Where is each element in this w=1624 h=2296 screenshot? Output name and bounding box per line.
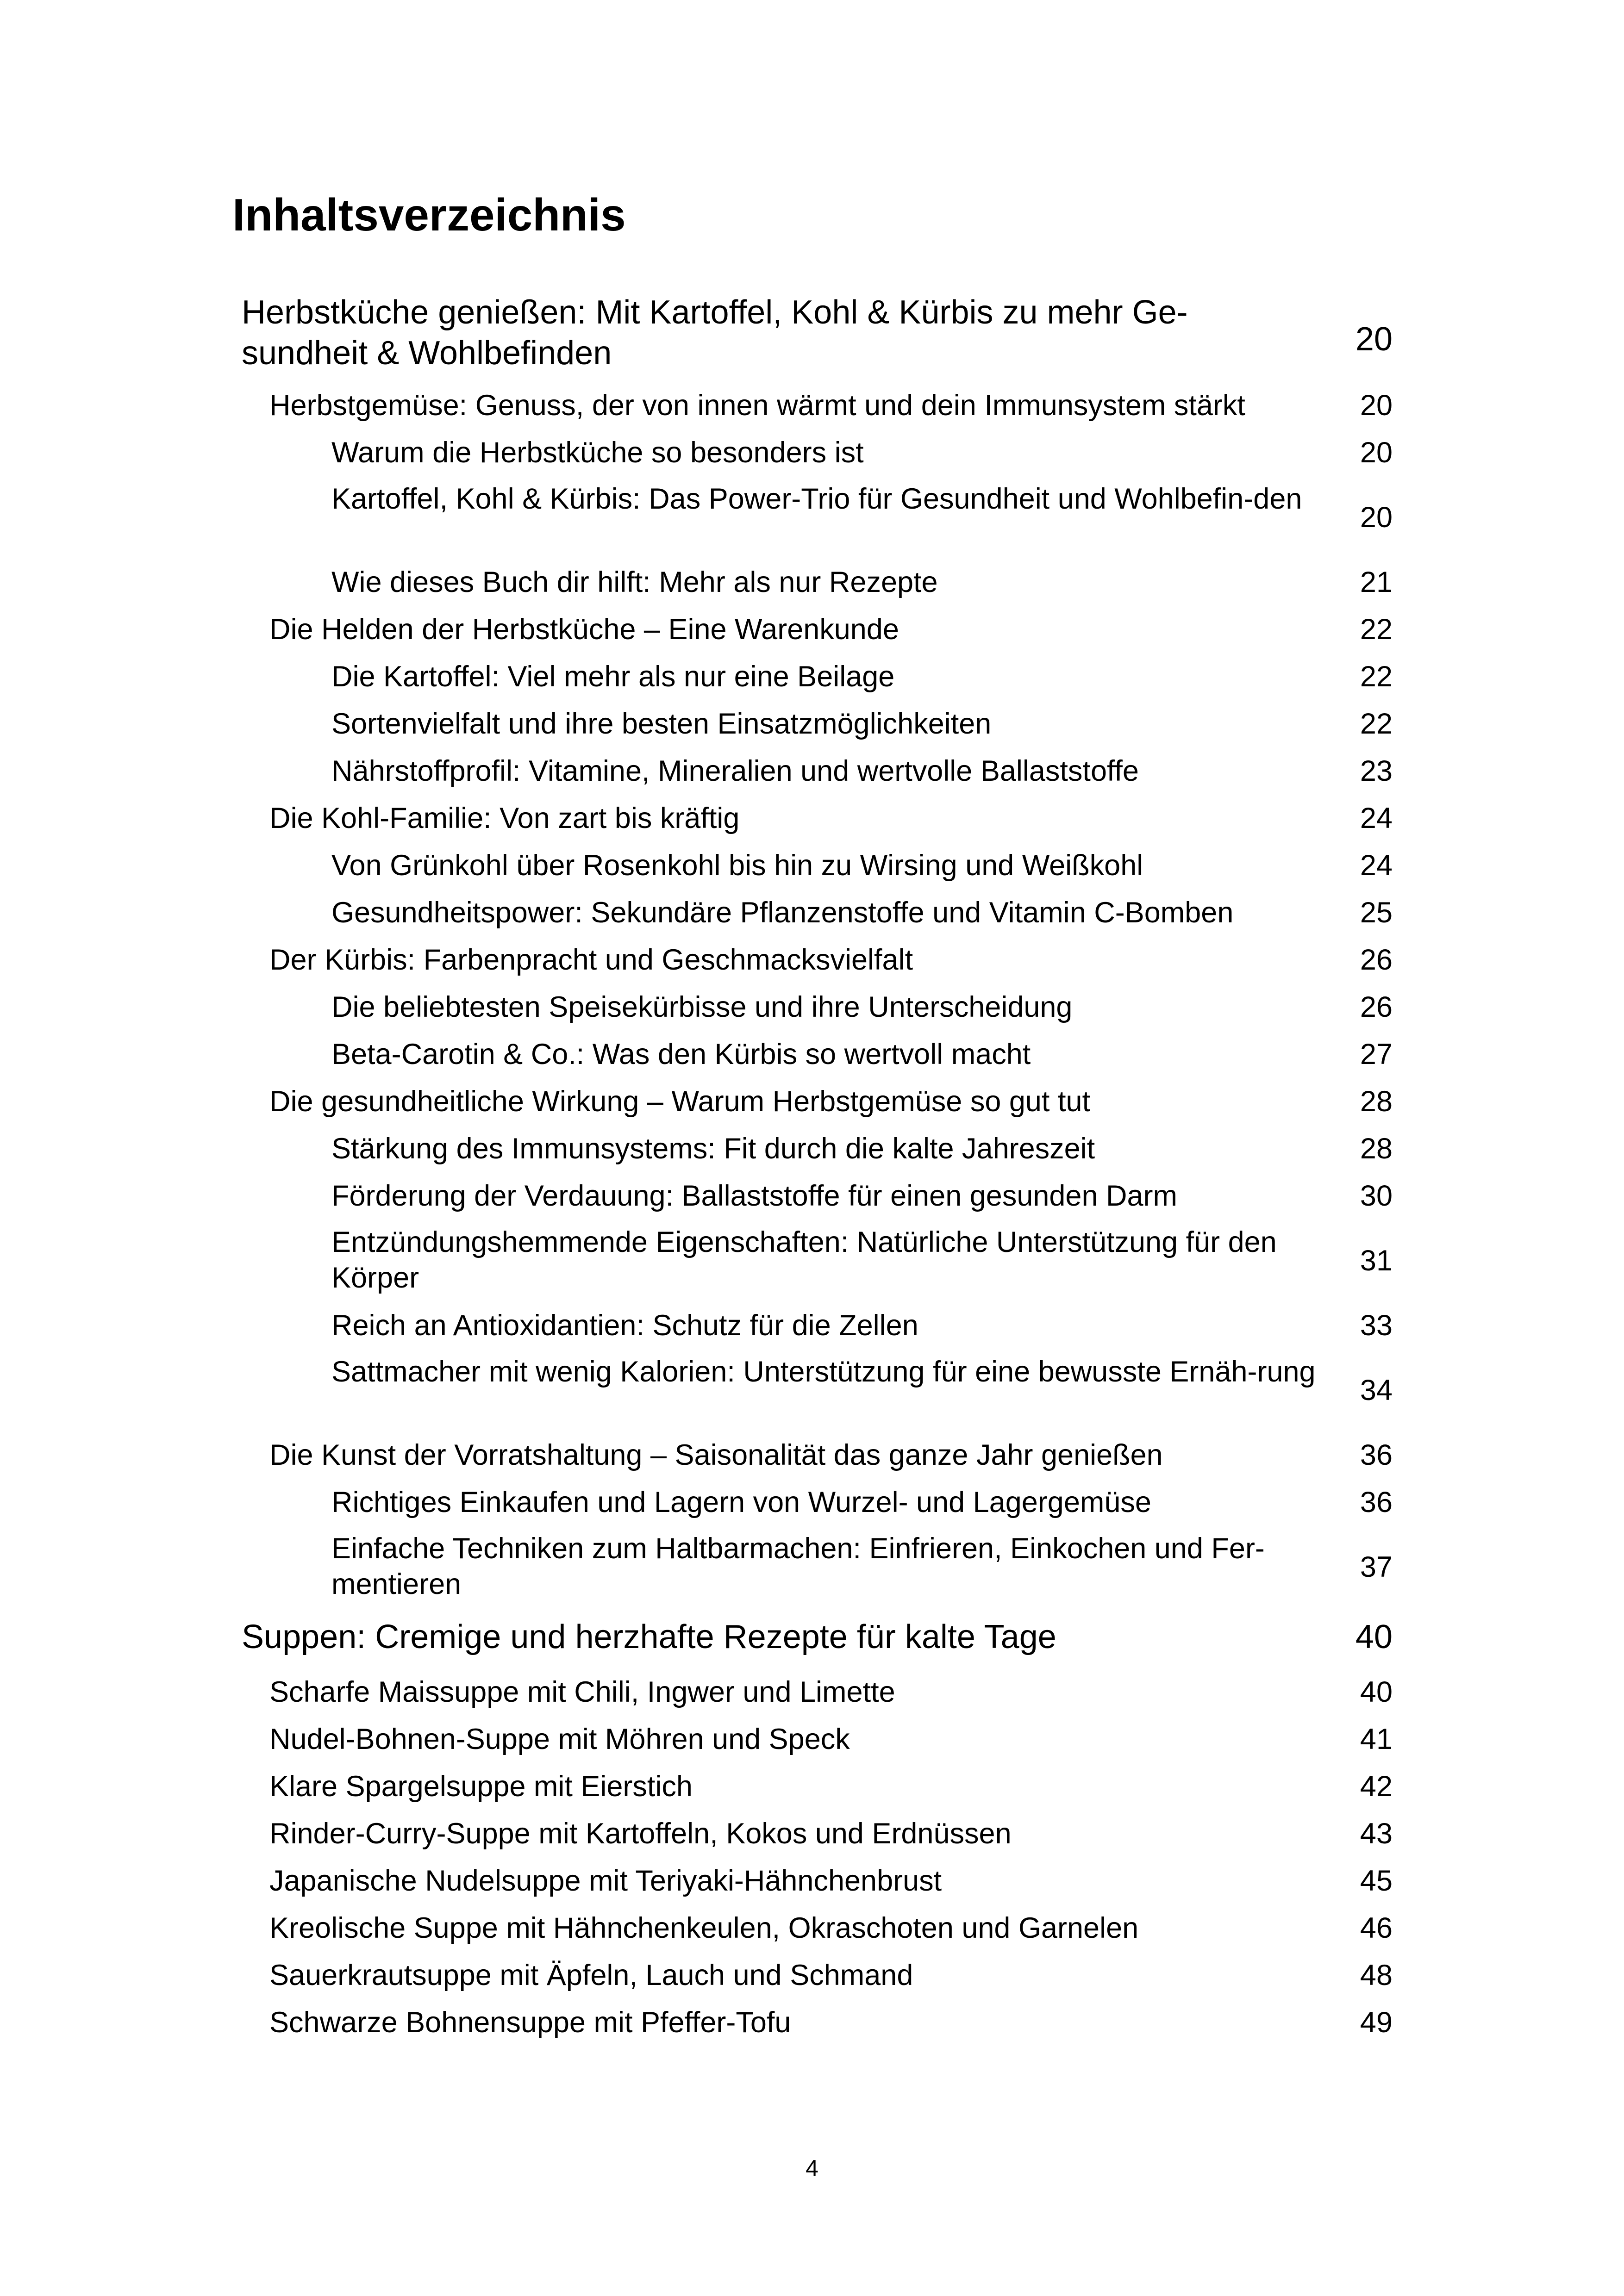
toc-entry-page-number: 26 bbox=[1360, 944, 1393, 976]
toc-entry-title: Einfache Techniken zum Haltbarmachen: Einfrieren, Einkochen und Fer-mentieren bbox=[331, 1532, 1265, 1600]
toc-entry-title: Gesundheitspower: Sekundäre Pflanzenstoffe und Vitamin C-Bomben bbox=[331, 896, 1234, 929]
toc-entry-title: Die Kohl-Familie: Von zart bis kräftig bbox=[269, 802, 740, 834]
toc-entry-page-number: 36 bbox=[1360, 1439, 1393, 1471]
toc-entry-title: Sortenvielfalt und ihre besten Einsatzmöglichkeiten bbox=[331, 708, 992, 740]
toc-entry-page-number: 48 bbox=[1360, 1959, 1393, 1991]
toc-entry-title: Kreolische Suppe mit Hähnchenkeulen, Okraschoten und Garnelen bbox=[269, 1912, 1139, 1944]
toc-entry-page-number: 22 bbox=[1360, 613, 1393, 646]
toc-entry-title: Warum die Herbstküche so besonders ist bbox=[331, 436, 864, 469]
page-number: 4 bbox=[806, 2155, 818, 2181]
toc-entry-page-number: 42 bbox=[1360, 1770, 1393, 1803]
toc-entry-title: Der Kürbis: Farbenpracht und Geschmacksvielfalt bbox=[269, 944, 913, 976]
toc-entry-title: Reich an Antioxidantien: Schutz für die Zellen bbox=[331, 1309, 918, 1342]
toc-entry-title: Nudel-Bohnen-Suppe mit Möhren und Speck bbox=[269, 1723, 850, 1755]
toc-entry-page-number: 24 bbox=[1360, 849, 1393, 882]
toc-entry-page-number: 41 bbox=[1360, 1723, 1393, 1755]
toc-entry-title: Kartoffel, Kohl & Kürbis: Das Power-Trio für Gesundheit und Wohlbefin-den bbox=[331, 483, 1302, 515]
toc-entry-page-number: 30 bbox=[1360, 1180, 1393, 1212]
toc-heading: Inhaltsverzeichnis bbox=[232, 189, 626, 240]
toc-entry-title: Herbstküche genießen: Mit Kartoffel, Kohl & Kürbis zu mehr Ge-sundheit & Wohlbefinden bbox=[242, 294, 1188, 372]
toc-entry-page-number: 27 bbox=[1360, 1038, 1393, 1070]
toc-entry-page-number: 21 bbox=[1360, 566, 1393, 598]
toc-entry-page-number: 28 bbox=[1360, 1132, 1393, 1165]
toc-entry-title: Die beliebtesten Speisekürbisse und ihre Unterscheidung bbox=[331, 991, 1073, 1023]
toc-entry-page-number: 24 bbox=[1360, 802, 1393, 834]
toc-entry-title: Scharfe Maissuppe mit Chili, Ingwer und Limette bbox=[269, 1676, 895, 1708]
toc-entry-title: Klare Spargelsuppe mit Eierstich bbox=[269, 1770, 693, 1803]
toc-entry-title: Entzündungshemmende Eigenschaften: Natürliche Unterstützung für den Körper bbox=[331, 1226, 1277, 1294]
toc-entry-page-number: 20 bbox=[1360, 436, 1393, 469]
toc-entry-page-number: 49 bbox=[1360, 2006, 1393, 2039]
toc-entry-page-number: 26 bbox=[1360, 991, 1393, 1023]
toc-entry-page-number: 45 bbox=[1360, 1865, 1393, 1897]
toc-entry-title: Von Grünkohl über Rosenkohl bis hin zu Wirsing und Weißkohl bbox=[331, 849, 1143, 882]
toc-entry-title: Stärkung des Immunsystems: Fit durch die kalte Jahreszeit bbox=[331, 1132, 1095, 1165]
toc-entry-title: Schwarze Bohnensuppe mit Pfeffer-Tofu bbox=[269, 2006, 791, 2039]
toc-entry-page-number: 37 bbox=[1360, 1551, 1393, 1583]
toc-entry-page-number: 31 bbox=[1360, 1244, 1393, 1277]
toc-entry-title: Die Helden der Herbstküche – Eine Warenkunde bbox=[269, 613, 899, 646]
toc-entry-page-number: 40 bbox=[1360, 1676, 1393, 1708]
toc-entry-title: Beta-Carotin & Co.: Was den Kürbis so wertvoll macht bbox=[331, 1038, 1031, 1070]
toc-entry-title: Förderung der Verdauung: Ballaststoffe für einen gesunden Darm bbox=[331, 1180, 1177, 1212]
toc-entry-page-number: 28 bbox=[1360, 1085, 1393, 1118]
toc-entry-page-number: 33 bbox=[1360, 1309, 1393, 1342]
toc-entry-title: Sattmacher mit wenig Kalorien: Unterstützung für eine bewusste Ernäh-rung bbox=[331, 1356, 1316, 1388]
toc-entry-title: Japanische Nudelsuppe mit Teriyaki-Hähnchenbrust bbox=[269, 1865, 942, 1897]
toc-entry-title: Rinder-Curry-Suppe mit Kartoffeln, Kokos und Erdnüssen bbox=[269, 1817, 1012, 1850]
toc-entry-title: Sauerkrautsuppe mit Äpfeln, Lauch und Schmand bbox=[269, 1959, 913, 1991]
toc-entry-page-number: 40 bbox=[1355, 1618, 1393, 1655]
toc-entry-title: Nährstoffprofil: Vitamine, Mineralien und wertvolle Ballaststoffe bbox=[331, 755, 1139, 787]
toc-entry-page-number: 43 bbox=[1360, 1817, 1393, 1850]
toc-entry-page-number: 46 bbox=[1360, 1912, 1393, 1944]
toc-entry-page-number: 20 bbox=[1355, 321, 1393, 358]
toc-entry-page-number: 34 bbox=[1360, 1374, 1393, 1406]
toc-entry-page-number: 36 bbox=[1360, 1486, 1393, 1518]
toc-entry-title: Wie dieses Buch dir hilft: Mehr als nur Rezepte bbox=[331, 566, 938, 598]
toc-entry-page-number: 22 bbox=[1360, 660, 1393, 693]
toc-entry-title: Suppen: Cremige und herzhafte Rezepte für kalte Tage bbox=[242, 1618, 1056, 1655]
toc-entry-title: Herbstgemüse: Genuss, der von innen wärmt und dein Immunsystem stärkt bbox=[269, 389, 1245, 422]
toc-entry-title: Die Kunst der Vorratshaltung – Saisonalität das ganze Jahr genießen bbox=[269, 1439, 1163, 1471]
toc-entry-title: Die gesundheitliche Wirkung – Warum Herbstgemüse so gut tut bbox=[269, 1085, 1090, 1118]
toc-entry-title: Richtiges Einkaufen und Lagern von Wurzel- und Lagergemüse bbox=[331, 1486, 1151, 1518]
toc-entry-page-number: 25 bbox=[1360, 896, 1393, 929]
toc-entry-page-number: 20 bbox=[1360, 501, 1393, 534]
toc-entry-page-number: 23 bbox=[1360, 755, 1393, 787]
toc-entry-title: Die Kartoffel: Viel mehr als nur eine Beilage bbox=[331, 660, 895, 693]
toc-entry-page-number: 22 bbox=[1360, 708, 1393, 740]
toc-entry-page-number: 20 bbox=[1360, 389, 1393, 422]
